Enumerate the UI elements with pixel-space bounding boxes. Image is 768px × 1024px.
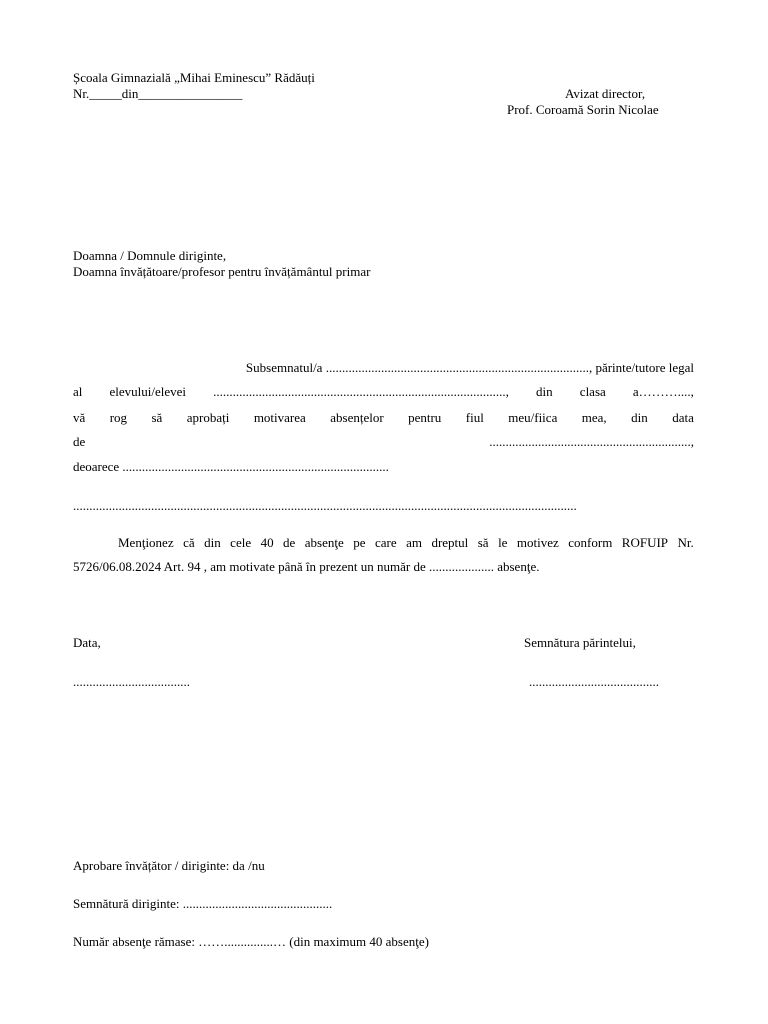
class-field: a………...., (632, 384, 694, 399)
word: clasa (579, 384, 606, 399)
date-signature-field: .................................... (73, 674, 190, 689)
addressee-line-2: Doamna învățătoare/profesor pentru învățământul primar (73, 264, 371, 279)
date-field: .............................................................., (489, 434, 694, 449)
request-line-1: Subsemnatul/a ................................................................................., părinte/tutore legal (245, 360, 694, 375)
word: cele (230, 535, 252, 550)
word: care (374, 535, 397, 550)
word: din (536, 384, 553, 399)
word: rog (109, 410, 128, 425)
word: conform (568, 535, 613, 550)
request-line-2 (73, 384, 694, 400)
word: pe (353, 535, 366, 550)
word: elevului/elevei (109, 384, 187, 399)
mention-line-2: 5726/06.08.2024 Art. 94 , am motivate până în prezent un număr de .................... absenţe. (73, 559, 540, 574)
date-label: Data, (73, 635, 101, 650)
word: absenţe (304, 535, 344, 550)
word: pentru (408, 410, 442, 425)
word: de (283, 535, 296, 550)
word: aprobați (186, 410, 230, 425)
word: motivez (516, 535, 559, 550)
word: vă (73, 410, 86, 425)
word: din (204, 535, 221, 550)
reason-line: deoarece .................................................................................. (73, 459, 389, 474)
approval-label: Avizat director, (565, 86, 646, 101)
teacher-signature-line: Semnătură diriginte: .............................................. (73, 896, 333, 911)
word: ROFUIP (621, 535, 669, 550)
word: dreptul (431, 535, 469, 550)
word: motivarea (253, 410, 306, 425)
request-line-4-label: de (73, 434, 86, 449)
word: le (498, 535, 508, 550)
word: al (73, 384, 83, 399)
teacher-approval-line: Aprobare învățător / diriginte: da /nu (73, 858, 265, 873)
reason-continuation-line: ........................................................................................................................................................... (73, 498, 577, 513)
word: că (183, 535, 195, 550)
word: să (151, 410, 163, 425)
mention-line-1 (118, 535, 694, 551)
request-line-3 (73, 410, 694, 426)
word: data (672, 410, 694, 425)
word: Nr. (677, 535, 694, 550)
word: mea, (581, 410, 607, 425)
word: să (477, 535, 489, 550)
word: meu/fiica (508, 410, 558, 425)
parent-signature-label: Semnătura părintelui, (524, 635, 636, 650)
registration-number-line: Nr._____din________________ (73, 86, 243, 101)
remaining-absences-line: Număr absenţe rămase: ……...............… (din maximum 40 absenţe) (73, 934, 429, 949)
word: fiul (465, 410, 484, 425)
word: din (631, 410, 648, 425)
parent-signature-field: ........................................ (529, 674, 659, 689)
student-name-field: .........................................................................................., (213, 384, 509, 399)
word: absențelor (330, 410, 384, 425)
word: am (406, 535, 422, 550)
addressee-line-1: Doamna / Domnule diriginte, (73, 248, 227, 263)
director-name: Prof. Coroamă Sorin Nicolae (507, 102, 659, 117)
word: Menţionez (118, 535, 174, 550)
school-name: Școala Gimnazială „Mihai Eminescu” Rădăuți (73, 70, 315, 85)
word: 40 (260, 535, 274, 550)
